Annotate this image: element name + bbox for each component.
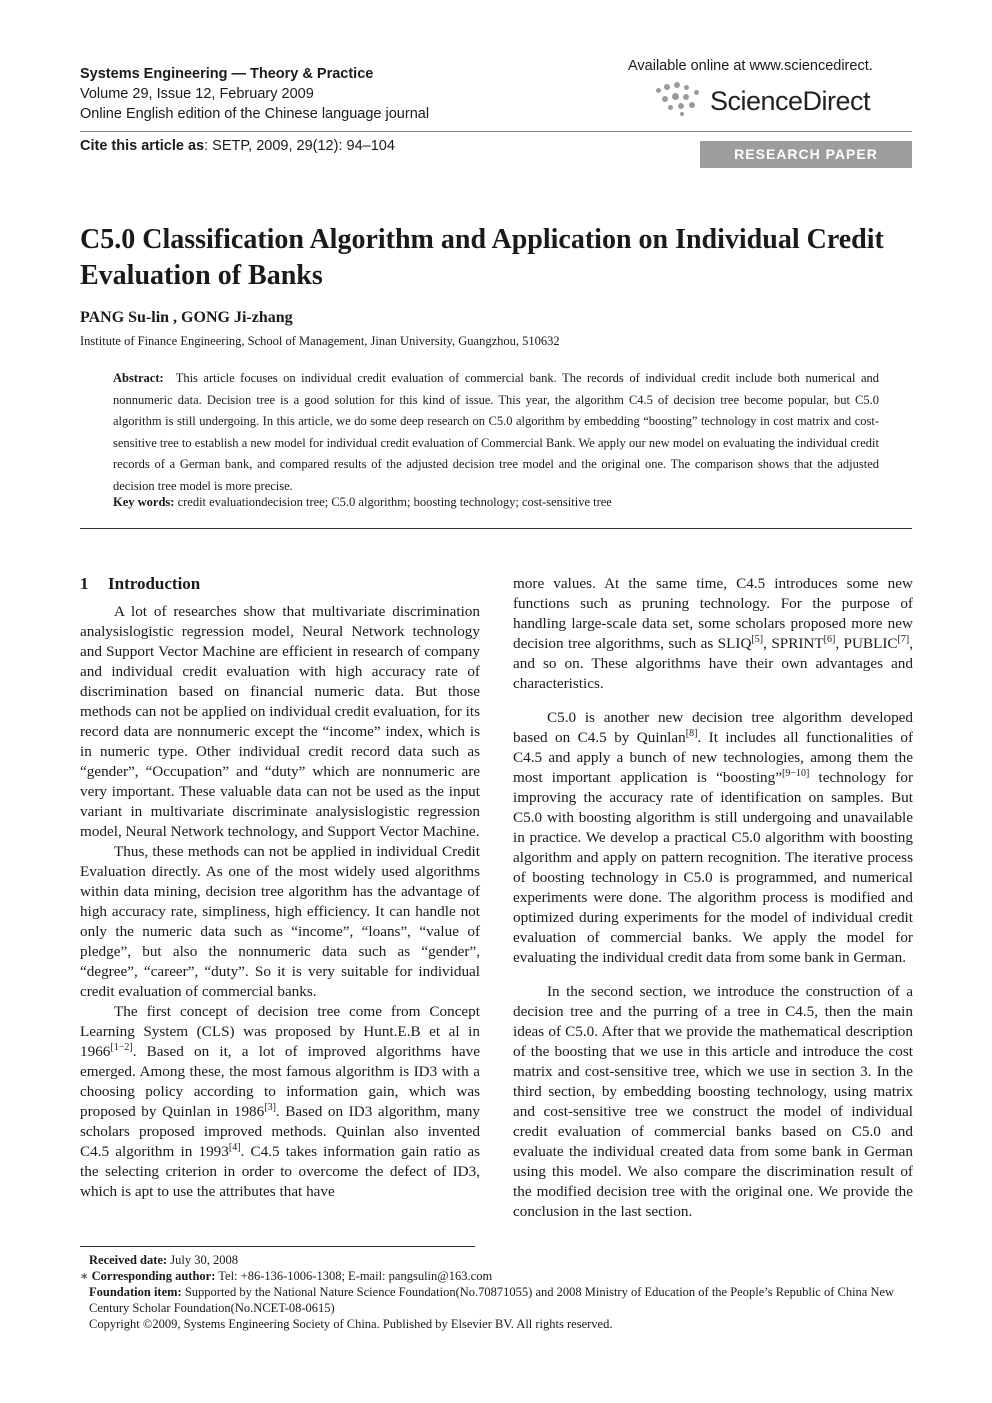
foundation-item: Foundation item: Supported by the National Nature Science Foundation(No.70871055) and 2008 Ministry of Education of the People’s Republic of China New Century Scholar Foundation(No.NCET-08-0615) bbox=[89, 1285, 895, 1315]
available-online-text: Available online at www.sciencedirect. bbox=[628, 58, 873, 74]
paragraph: more values. At the same time, C4.5 introduces some new functions such as pruning technology. For the purpose of handling large-scale data set, some scholars proposed more new decision tree algorithms, such as SLIQ[5], SPRINT[6], PUBLIC[7], and so on. These algorithms have their own advantages and characteristics. bbox=[513, 575, 914, 692]
affiliation: Institute of Finance Engineering, School of Management, Jinan University, Guangzhou, 510632 bbox=[80, 334, 560, 348]
citation-ref[interactable]: [9−10] bbox=[782, 767, 810, 779]
abstract-label: Abstract: bbox=[113, 371, 164, 385]
cite-label: Cite this article as bbox=[80, 138, 205, 154]
copyright: Copyright ©2009, Systems Engineering Society of China. Published by Elsevier BV. All rights reserved. bbox=[89, 1317, 613, 1331]
paragraph: In the second section, we introduce the construction of a decision tree and the purring of a tree in C4.5, then the main ideas of C5.0. After that we provide the mathematical description of the boosting that we use in this article and introduce the cost matrix and cost-sensitive tree, which we use in section 3. In the third section, by embedding boosting technology, using matrix and cost-sensitive tree we construct the model of individual credit evaluation of commercial banks based on C5.0 and evaluate the individual created data from some bank in German using this model. We also compare the discrimination result of the modified decision tree with the original one. We provide the conclusion in the last section. bbox=[513, 983, 913, 1220]
citation-ref[interactable]: [5] bbox=[751, 633, 764, 645]
abstract-text: This article focuses on individual credit evaluation of commercial bank. The records of individual credit include both numerical and nonnumeric data. Decision tree is a good solution for this kind of issue. This year, the algorithm C4.5 of decision tree become popular, but C5.0 algorithm is still undergoing. In this article, we do some deep research on C5.0 algorithm by embedding “boosting” technology in cost matrix and cost-sensitive tree to establish a new model for individual credit evaluation of Commercial Bank. We apply our new model on evaluating the individual credit records of a German bank, and compared results of the adjusted decision tree model and the original one. The comparison shows that the adjusted decision tree model is more precise. bbox=[113, 371, 879, 493]
citation-ref[interactable]: [6] bbox=[823, 633, 836, 645]
volume-issue: Volume 29, Issue 12, February 2009 bbox=[80, 86, 314, 102]
paper-title: C5.0 Classification Algorithm and Application on Individual Credit Evaluation of Banks bbox=[80, 224, 884, 291]
citation-ref[interactable]: [7] bbox=[897, 633, 910, 645]
citation-line bbox=[80, 138, 395, 154]
paragraph: Thus, these methods can not be applied in individual Credit Evaluation directly. As one of the most widely used algorithms within data mining, decision tree algorithm has the advantage of high accuracy rate, simpliness, high efficiency. It can handle not only the numeric data such as “income”, “loans”, “value of pledge”, but also the nonnumeric data such as “gender”, “degree”, “career”, “duty”. So it is very suitable for individual credit evaluation of commercial banks. bbox=[80, 843, 480, 1000]
journal-name: Systems Engineering — Theory & Practice bbox=[80, 66, 374, 82]
paragraph: A lot of researches show that multivariate discrimination analysislogistic regression model, Neural Network technology and Support Vector Machine are efficient in research of company and individual credit evaluation with high accuracy rate of discrimination based on financial numeric data. But those methods can not be applied on individual credit evaluation, for its record data are nonnumeric except the “income” index, which is in numeric type. Other individual credit record data such as “gender”, “Occupation” and “duty” which are nonnumeric are very important. These valuable data can not be used as the input variant in multivariate discriminate analysislogistic regression model, Neural Network technology, and Support Vector Machine. bbox=[80, 603, 480, 840]
sciencedirect-name: ScienceDirect bbox=[710, 86, 871, 116]
journal-info bbox=[80, 64, 580, 124]
edition-note: Online English edition of the Chinese language journal bbox=[80, 106, 430, 122]
abstract bbox=[113, 368, 879, 497]
received-date: Received date: July 30, 2008 bbox=[89, 1253, 238, 1267]
section-heading bbox=[80, 574, 480, 594]
abstract-divider bbox=[80, 528, 912, 529]
footnotes bbox=[80, 1252, 912, 1332]
body-column-left bbox=[80, 574, 480, 1202]
paragraph: C5.0 is another new decision tree algorithm developed based on C4.5 by Quinlan[8]. It includes all functionalities of C4.5 and apply a bunch of new technologies, among them the most important application is “boosting”[9−10] technology for improving the accuracy rate of identification on samples. But C5.0 with boosting algorithm is still undergoing and unavailable in practice. We develop a practical C5.0 algorithm with boosting algorithm and apply on pattern recognition. The iterative process of boosting technology in C5.0 is programmed, and numerical experiments were done. The algorithm process is modified and optimized during experiments for the model of individual credit evaluation of commercial banks. We apply the model for evaluating the individual credit data from some bank in German. bbox=[513, 709, 914, 966]
citation-ref[interactable]: [3] bbox=[264, 1101, 276, 1113]
citation-ref[interactable]: [4] bbox=[228, 1141, 241, 1153]
authors: PANG Su-lin , GONG Ji-zhang bbox=[80, 309, 293, 326]
paragraph: The first concept of decision tree come from Concept Learning System (CLS) was proposed by Hunt.E.B et al in 1966[1−2]. Based on it, a lot of improved algorithms have emerged. Among these, the most famous algorithm is ID3 with a choosing policy according to information gain, which was proposed by Quinlan in 1986[3]. Based on ID3 algorithm, many scholars proposed improved methods. Quinlan also invented C4.5 algorithm in 1993[4]. C4.5 takes information gain ratio as the selecting criterion in order to overcome the defect of ID3, which is apt to use the attributes that have bbox=[80, 1003, 481, 1200]
sciencedirect-dots-icon bbox=[654, 80, 706, 120]
keywords bbox=[113, 495, 879, 510]
research-paper-badge: RESEARCH PAPER bbox=[700, 141, 912, 168]
sciencedirect-logo[interactable] bbox=[654, 80, 914, 120]
cite-value: : SETP, 2009, 29(12): 94–104 bbox=[204, 138, 395, 154]
keywords-text: credit evaluationdecision tree; C5.0 algorithm; boosting technology; cost-sensitive tree bbox=[174, 495, 612, 509]
section-title: Introduction bbox=[108, 574, 201, 593]
corresponding-author: ∗ Corresponding author: Tel: +86-136-1006-1308; E-mail: pangsulin@163.com bbox=[80, 1269, 493, 1283]
footnote-divider bbox=[80, 1246, 475, 1247]
section-number: 1 bbox=[80, 574, 89, 593]
body-column-right bbox=[513, 574, 913, 1222]
keywords-label: Key words: bbox=[113, 495, 175, 509]
header-divider bbox=[80, 131, 912, 132]
citation-ref[interactable]: [1−2] bbox=[110, 1041, 133, 1053]
citation-ref[interactable]: [8] bbox=[685, 727, 698, 739]
